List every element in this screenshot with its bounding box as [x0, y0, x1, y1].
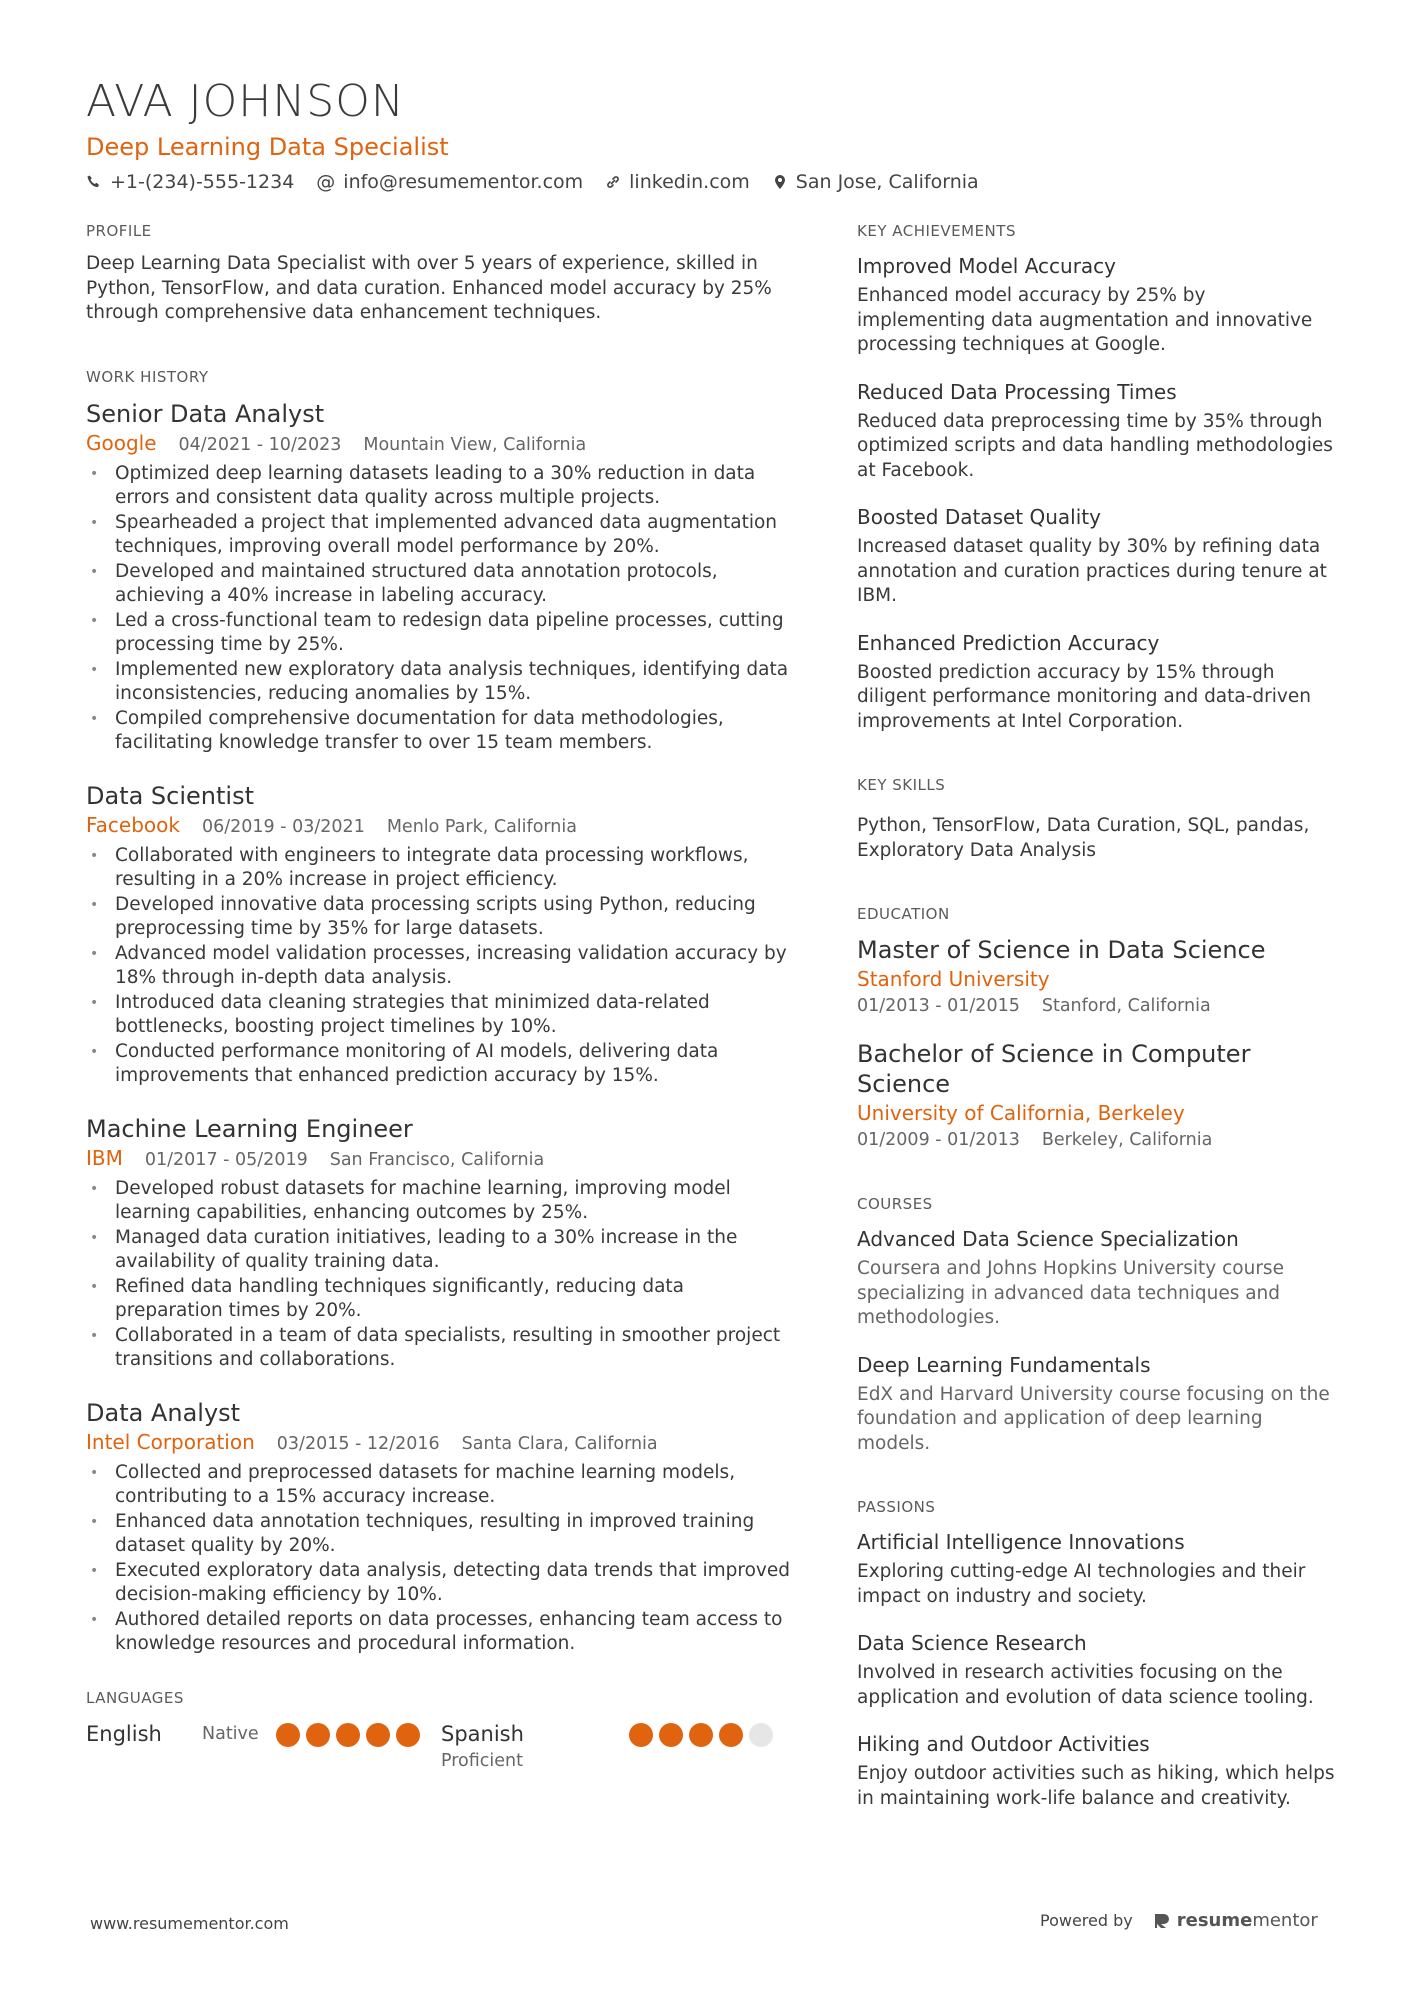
resumementor-logo-icon — [1153, 1912, 1171, 1930]
achievements-title: Improved Model Accuracy — [857, 254, 1117, 278]
education-location: Berkeley, California — [1041, 1130, 1213, 1150]
rating-dot-filled — [689, 1723, 713, 1747]
language-item — [441, 1719, 796, 1773]
job-bullet: • Compiled comprehensive documentation for data methodologies, facilitating knowledge transfer to over 15 team members. — [86, 707, 796, 756]
language-text — [441, 1719, 629, 1773]
company-name: Google — [86, 430, 157, 455]
passions-item — [857, 1629, 1339, 1710]
job-dates: 04/2021 - 10/2023 — [178, 434, 342, 455]
job-bullet: • Developed robust datasets for machine learning, improving model learning capabilities, enhancing outcomes by 25%. — [86, 1177, 796, 1226]
job-bullet: • Optimized deep learning datasets leading to a 30% reduction in data errors and consistent data quality across multiple projects. — [86, 462, 796, 511]
company-name: Facebook — [86, 812, 180, 837]
job-title: Senior Data Analyst — [86, 399, 325, 428]
passions-title: Data Science Research — [857, 1631, 1087, 1655]
achievements-desc: Reduced data preprocessing time by 35% through optimized scripts and data handling methodologies at Facebook. — [857, 410, 1333, 481]
footer-powered-by — [1040, 1910, 1318, 1931]
skills-section — [857, 774, 1339, 863]
courses-desc: Coursera and Johns Hopkins University course specializing in advanced data techniques and methodologies. — [857, 1258, 1284, 1328]
profile-heading: PROFILE — [86, 222, 152, 240]
achievements-heading: KEY ACHIEVEMENTS — [857, 222, 1016, 240]
job-bullet: • Advanced model validation processes, increasing validation accuracy by 18% through in-depth data analysis. — [86, 942, 796, 991]
contact-email[interactable] — [316, 168, 583, 196]
education-section — [857, 903, 1339, 1153]
achievements-title: Reduced Data Processing Times — [857, 379, 1177, 404]
job-title: Data Scientist — [86, 781, 254, 810]
job-dates: 01/2017 - 05/2019 — [144, 1149, 308, 1170]
left-column — [86, 220, 796, 1813]
contact-location — [772, 168, 979, 196]
passions-section — [857, 1496, 1339, 1811]
rating-dot-filled — [276, 1723, 300, 1747]
location-text: San Jose, California — [795, 171, 979, 193]
education-item — [857, 1039, 1339, 1153]
courses-item — [857, 1225, 1339, 1331]
email-text: info@resumementor.com — [343, 171, 584, 193]
footer-website[interactable]: www.resumementor.com — [90, 1914, 289, 1933]
work-history-heading: WORK HISTORY — [86, 367, 209, 386]
job-bullets — [86, 844, 796, 1089]
courses-title: Deep Learning Fundamentals — [857, 1352, 1151, 1377]
passions-desc: Exploring cutting-edge AI technologies and their impact on industry and society. — [857, 1561, 1306, 1607]
language-rating — [276, 1723, 420, 1747]
passion-list — [857, 1528, 1339, 1811]
language-name: Spanish — [441, 1721, 524, 1746]
school-name: Stanford University — [857, 967, 1050, 991]
job-bullets — [86, 462, 796, 756]
job-bullet: • Managed data curation initiatives, leading to a 30% increase in the availability of quality training data. — [86, 1226, 796, 1275]
rating-dot-filled — [719, 1723, 743, 1747]
achievements-desc: Increased dataset quality by 30% by refining data annotation and curation practices during tenure at IBM. — [857, 536, 1327, 606]
contact-bar — [86, 168, 1326, 196]
courses-item — [857, 1351, 1339, 1457]
skills-text: Python, TensorFlow, Data Curation, SQL, pandas, Exploratory Data Analysis — [857, 815, 1310, 861]
job-meta — [86, 1429, 796, 1457]
profile-section — [86, 220, 796, 326]
language-level: Native — [202, 1723, 259, 1744]
job-bullets — [86, 1177, 796, 1373]
job-dates: 03/2015 - 12/2016 — [276, 1433, 440, 1454]
job-bullets — [86, 1461, 796, 1657]
job-entry — [86, 398, 796, 756]
language-list — [86, 1719, 796, 1773]
degree: Master of Science in Data Science — [857, 936, 1266, 964]
rating-dot-filled — [629, 1723, 653, 1747]
education-list — [857, 935, 1339, 1153]
job-entry — [86, 1397, 796, 1657]
job-bullet: • Collaborated with engineers to integrate data processing workflows, resulting in a 20% increase in project efficiency. — [86, 844, 796, 893]
job-bullet: • Executed exploratory data analysis, detecting data trends that improved decision-making efficiency by 10%. — [86, 1559, 796, 1608]
language-name: English — [86, 1721, 162, 1746]
course-list — [857, 1225, 1339, 1456]
achievements-desc: Enhanced model accuracy by 25% by implementing data augmentation and innovative processing techniques at Google. — [857, 285, 1313, 355]
achievement-list — [857, 252, 1339, 734]
courses-title: Advanced Data Science Specialization — [857, 1227, 1239, 1251]
education-dates: 01/2009 - 01/2013 — [857, 1130, 1020, 1150]
job-title: Machine Learning Engineer — [86, 1114, 413, 1143]
language-rating — [629, 1723, 773, 1747]
school-name: University of California, Berkeley — [857, 1101, 1185, 1125]
job-entry — [86, 1113, 796, 1373]
job-bullet: • Conducted performance monitoring of AI models, delivering data improvements that enhanced prediction accuracy by 15%. — [86, 1040, 796, 1089]
rating-dot-filled — [366, 1723, 390, 1747]
achievements-item — [857, 629, 1339, 735]
achievements-item — [857, 252, 1339, 358]
job-bullet: • Authored detailed reports on data processes, enhancing team access to knowledge resources and procedural information. — [86, 1608, 796, 1657]
education-heading: EDUCATION — [857, 905, 950, 923]
job-bullet: • Developed and maintained structured data annotation protocols, achieving a 40% increase in labeling accuracy. — [86, 560, 796, 609]
courses-desc: EdX and Harvard University course focusing on the foundation and application of deep learning models. — [857, 1383, 1330, 1454]
company-name: Intel Corporation — [86, 1429, 255, 1454]
job-bullet: • Spearheaded a project that implemented advanced data augmentation techniques, improving overall model performance by 20%. — [86, 511, 796, 560]
job-entry — [86, 780, 796, 1089]
job-bullet: • Developed innovative data processing scripts using Python, reducing preprocessing time by 35% for large datasets. — [86, 893, 796, 942]
language-level: Proficient — [441, 1750, 523, 1771]
job-meta — [86, 812, 796, 840]
header — [86, 74, 1326, 196]
achievements-title: Boosted Dataset Quality — [857, 505, 1101, 529]
passions-item — [857, 1730, 1339, 1811]
education-item — [857, 935, 1339, 1019]
job-title: Data Analyst — [86, 1398, 241, 1427]
rating-dot-filled — [659, 1723, 683, 1747]
passions-desc: Involved in research activities focusing on the application and evolution of data science tooling. — [857, 1662, 1314, 1708]
achievements-desc: Boosted prediction accuracy by 15% through diligent performance monitoring and data-driven improvements at Intel Corporation. — [857, 661, 1311, 732]
contact-phone — [86, 168, 294, 196]
job-location: Santa Clara, California — [461, 1433, 658, 1454]
education-meta — [857, 993, 1339, 1019]
brand-bold: resume — [1176, 1910, 1253, 1931]
passions-title: Hiking and Outdoor Activities — [857, 1732, 1150, 1756]
email-icon: @ — [316, 171, 336, 193]
job-list — [86, 398, 796, 1657]
work-history-section — [86, 366, 796, 1657]
job-meta — [86, 1145, 796, 1173]
job-bullet: • Collected and preprocessed datasets for machine learning models, contributing to a 15% accuracy increase. — [86, 1461, 796, 1510]
phone-icon — [86, 174, 102, 190]
job-location: Mountain View, California — [363, 434, 587, 455]
passions-desc: Enjoy outdoor activities such as hiking, which helps in maintaining work-life balance and creativity. — [857, 1763, 1335, 1809]
job-bullet: • Enhanced data annotation techniques, resulting in improved training dataset quality by 20%. — [86, 1510, 796, 1559]
degree: Bachelor of Science in Computer Science — [857, 1040, 1251, 1098]
job-bullet: • Led a cross-functional team to redesign data pipeline processes, cutting processing time by 25%. — [86, 609, 796, 658]
phone-text: +1-(234)-555-1234 — [110, 171, 295, 193]
courses-section — [857, 1193, 1339, 1456]
job-location: San Francisco, California — [329, 1149, 545, 1170]
education-dates: 01/2013 - 01/2015 — [857, 996, 1020, 1016]
passions-item — [857, 1528, 1339, 1609]
right-column — [857, 220, 1339, 1851]
resumementor-logo[interactable] — [1153, 1910, 1318, 1931]
location-icon — [772, 174, 788, 190]
job-meta — [86, 430, 796, 458]
languages-section — [86, 1687, 796, 1773]
job-bullet: • Introduced data cleaning strategies that minimized data-related bottlenecks, boosting project timelines by 10%. — [86, 991, 796, 1040]
job-bullet: • Refined data handling techniques significantly, reducing data preparation times by 20%. — [86, 1275, 796, 1324]
powered-by-text: Powered by — [1040, 1911, 1133, 1930]
profile-text: Deep Learning Data Specialist with over 5 years of experience, skilled in Python, TensorFlow, and data curation. Enhanced model accuracy by 25% through comprehensive data enhancement techniques. — [86, 253, 772, 323]
languages-heading: LANGUAGES — [86, 1688, 184, 1707]
achievements-title: Enhanced Prediction Accuracy — [857, 630, 1160, 655]
rating-dot-empty — [749, 1723, 773, 1747]
skills-heading: KEY SKILLS — [857, 776, 946, 794]
language-item — [86, 1719, 441, 1749]
achievements-item — [857, 378, 1339, 484]
rating-dot-filled — [396, 1723, 420, 1747]
company-name: IBM — [86, 1145, 123, 1170]
candidate-name: AVA JOHNSON — [86, 76, 405, 127]
contact-linkedin[interactable] — [605, 168, 750, 196]
job-dates: 06/2019 - 03/2021 — [201, 816, 365, 837]
education-meta — [857, 1127, 1339, 1153]
candidate-role: Deep Learning Data Specialist — [86, 133, 449, 161]
achievements-item — [857, 503, 1339, 609]
courses-heading: COURSES — [857, 1195, 933, 1213]
job-bullet: • Collaborated in a team of data specialists, resulting in smoother project transitions and collaborations. — [86, 1324, 796, 1373]
rating-dot-filled — [306, 1723, 330, 1747]
passions-title: Artificial Intelligence Innovations — [857, 1530, 1185, 1554]
job-bullet: • Implemented new exploratory data analysis techniques, identifying data inconsistencies, reducing anomalies by 15%. — [86, 658, 796, 707]
passions-heading: PASSIONS — [857, 1498, 936, 1516]
linkedin-text: linkedin.com — [629, 171, 750, 193]
education-location: Stanford, California — [1041, 996, 1211, 1016]
job-location: Menlo Park, California — [386, 816, 577, 837]
brand-thin: mentor — [1252, 1910, 1318, 1931]
link-icon — [605, 174, 621, 190]
rating-dot-filled — [336, 1723, 360, 1747]
achievements-section — [857, 220, 1339, 734]
